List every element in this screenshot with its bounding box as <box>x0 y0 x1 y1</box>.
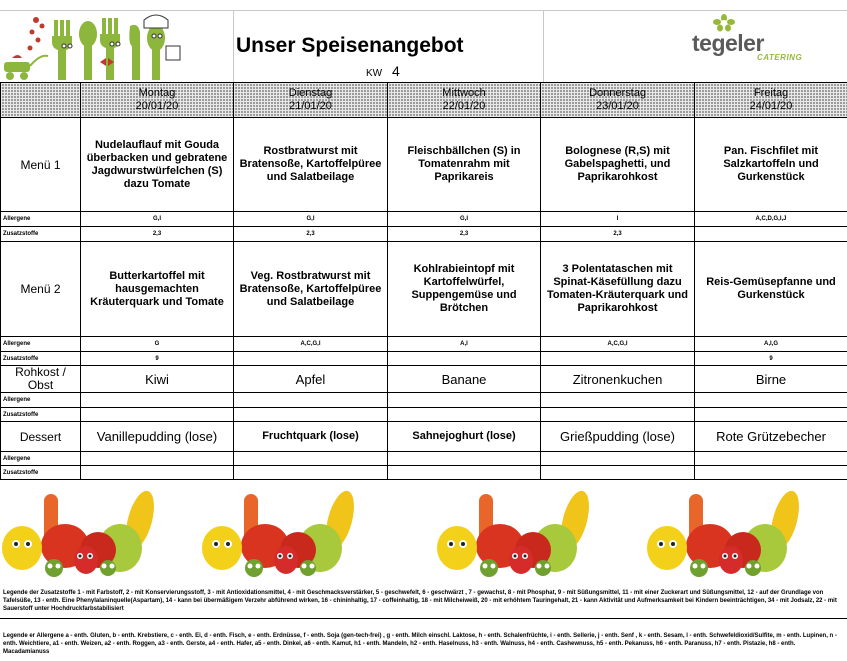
zusatzstoffe-value <box>695 227 847 242</box>
zusatzstoffe-value: 2,3 <box>541 227 695 242</box>
calendar-week-label: KW <box>366 68 383 79</box>
menu1-row <box>1 118 847 212</box>
day-name: Montag <box>138 87 176 99</box>
allergene-value: G,I <box>81 212 234 227</box>
menu1-dish: Pan. Fischfilet mit Salzkartoffeln und Gurkenstück <box>695 118 847 212</box>
allergene-value: G <box>81 337 234 352</box>
legend-zusatzstoffe: Legende der Zusatzstoffe 1 - mit Farbstoff, 2 - mit Konservierungsstoff, 3 - mit Antioxidationsmittel, 4 - mit Geschmacksverstärker, 5 - geschwefelt, 6 - geschwärzt , 7 - gewachst, 8 - mit Phosphat, 9 - mit Süßungsmittel, 11 - mit einer Zuckerart und Süßungsmittel, 12 - auf der Grundlage von Tafelsüße, 13 - enth. Eine Phenylalaninquelle(Aspartam), 14 - kann bei übermäßigem Verzehr abführend wirken, 16 - chininhaltig, 17 - coffeinhaltig, 18 - mit Milcheiweiß, 20 - mit erhöhtem Tauringehalt, 21 - kann Aktivität und Aufmerksamkeit bei Kindern beeinträchtigen, 34 - mit Jodsalz, 22 - mit Sauerstoff unter Hochdruckfarbstabilisiert <box>3 590 837 612</box>
row-label-menu1: Menü 1 <box>1 118 81 212</box>
zusatzstoffe-value: 9 <box>695 352 847 366</box>
zusatzstoffe-value <box>388 352 541 366</box>
rohkost-item: Apfel <box>234 366 388 393</box>
row-label-dessert: Dessert <box>1 422 81 452</box>
day-date: 21/01/20 <box>289 100 332 112</box>
day-name: Dienstag <box>288 87 333 99</box>
menu2-dish: Kohlrabieintopf mit Kartoffelwürfel, Suppengemüse und Brötchen <box>388 242 541 337</box>
day-date: 20/01/20 <box>135 100 179 112</box>
dessert-item: Fruchtquark (lose) <box>234 422 388 452</box>
legend-allergene: Legende er Allergene a - enth. Gluten, b - enth. Krebstiere, c - enth. Ei, d - enth. Fisch, e - enth. Erdnüsse, f - enth. Soja (gen-tech-frei) , g - enth. Milch einschl. Laktose, h - enth. Schalenfrüchte, i - enth. Sellerie, j - enth. Senf , k - enth. Sesam, l - enth. Schwefeldioxid/Sulfite, m - enth. Lupinen, n - enth. Weichtiere, a1 - enth. Weizen, a2 - enth. Roggen, a3 - enth. Gerste, a4 - enth. Hafer, a5 - enth. Dinkel, a6 - enth. Kamut, h1 - enth. Mandeln, h2 - enth. Haselnuss, h3 - enth. Walnuss, h4 - enth. Cashewnuss, h5 - enth. Pekanuss, h6 - enth. Paranuss, h7 - enth. Pistazie, h8 - enth. Macadamianuss <box>3 633 837 655</box>
row-label-zusatzstoffe: Zusatzstoffe <box>1 466 81 480</box>
rohkost-item: Banane <box>388 366 541 393</box>
dessert-allergene-row <box>1 452 847 466</box>
allergene-value: A,C,G,I <box>541 337 695 352</box>
row-label-allergene: Allergene <box>1 452 81 466</box>
allergene-value: I <box>541 212 695 227</box>
dessert-item: Vanillepudding (lose) <box>81 422 234 452</box>
header-divider <box>543 10 544 82</box>
menu2-row <box>1 242 847 337</box>
day-header-row <box>1 83 847 118</box>
allergene-value: G,I <box>234 212 388 227</box>
zusatzstoffe-value: 2,3 <box>81 227 234 242</box>
day-header <box>388 83 541 118</box>
day-name: Mittwoch <box>442 87 486 99</box>
row-label-rohkost: Rohkost / Obst <box>1 366 81 393</box>
zusatzstoffe-value <box>234 352 388 366</box>
legend-divider <box>0 618 847 619</box>
zusatzstoffe-value <box>541 352 695 366</box>
rohkost-item: Birne <box>695 366 847 393</box>
dessert-row <box>1 422 847 452</box>
menu1-allergene-row <box>1 212 847 227</box>
rohkost-row <box>1 366 847 393</box>
rohkost-item: Kiwi <box>81 366 234 393</box>
menu1-dish: Fleischbällchen (S) in Tomatenrahm mit Paprikareis <box>388 118 541 212</box>
menu2-zusatzstoffe-row <box>1 352 847 366</box>
calendar-week-number: 4 <box>392 63 400 79</box>
day-date: 23/01/20 <box>596 100 639 112</box>
row-label-menu2: Menü 2 <box>1 242 81 337</box>
row-label-allergene: Allergene <box>1 393 81 408</box>
day-date: 22/01/20 <box>442 100 486 112</box>
menu2-dish: Butterkartoffel mit hausgemachten Kräuterquark und Tomate <box>81 242 234 337</box>
zusatzstoffe-value: 2,3 <box>234 227 388 242</box>
cutlery-mascot-logo <box>2 12 192 82</box>
row-label-allergene: Allergene <box>1 212 81 227</box>
menu2-allergene-row <box>1 337 847 352</box>
dessert-item: Rote Grützebecher <box>695 422 847 452</box>
row-label-zusatzstoffe: Zusatzstoffe <box>1 408 81 422</box>
allergene-value: G,I <box>388 212 541 227</box>
zusatzstoffe-value: 2,3 <box>388 227 541 242</box>
menu1-dish: Nudelauflauf mit Gouda überbacken und gebratene Jagdwurstwürfelchen (S) dazu Tomate <box>81 118 234 212</box>
row-label-zusatzstoffe: Zusatzstoffe <box>1 352 81 366</box>
day-date: 24/01/20 <box>749 100 793 112</box>
day-header <box>81 83 234 118</box>
rohkost-item: Zitronenkuchen <box>541 366 695 393</box>
page-title: Unser Speisenangebot <box>236 34 464 57</box>
menu2-dish: 3 Polentataschen mit Spinat-Käsefüllung dazu Tomaten-Kräuterquark und Paprikarohkost <box>541 242 695 337</box>
header-divider <box>233 10 234 82</box>
fruit-illustration-strip <box>0 488 847 580</box>
dessert-item: Grießpudding (lose) <box>541 422 695 452</box>
menu1-dish: Rostbratwurst mit Bratensoße, Kartoffelpüree und Salatbeilage <box>234 118 388 212</box>
allergene-value: A,I,G <box>695 337 847 352</box>
row-label-allergene: Allergene <box>1 337 81 352</box>
row-label-zusatzstoffe: Zusatzstoffe <box>1 227 81 242</box>
brand-name: tegeler <box>692 30 764 56</box>
day-header <box>541 83 695 118</box>
menu2-dish: Veg. Rostbratwurst mit Bratensoße, Kartoffelpüree und Salatbeilage <box>234 242 388 337</box>
day-name: Freitag <box>753 87 789 99</box>
zusatzstoffe-value: 9 <box>81 352 234 366</box>
day-header <box>234 83 388 118</box>
menu1-dish: Bolognese (R,S) mit Gabelspaghetti, und Paprikarohkost <box>541 118 695 212</box>
corner-cell <box>1 83 81 118</box>
allergene-value: A,C,G,I <box>234 337 388 352</box>
header-top-rule <box>0 10 847 11</box>
menu1-zusatzstoffe-row <box>1 227 847 242</box>
day-name: Donnerstag <box>589 87 646 99</box>
allergene-value: A,C,D,G,I,J <box>695 212 847 227</box>
allergene-value: A,I <box>388 337 541 352</box>
brand-subtitle: CATERING <box>757 53 803 62</box>
day-header <box>695 83 847 118</box>
rohkost-zusatzstoffe-row <box>1 408 847 422</box>
dessert-zusatzstoffe-row <box>1 466 847 480</box>
menu-table <box>0 82 847 480</box>
menu2-dish: Reis-Gemüsepfanne und Gurkenstück <box>695 242 847 337</box>
rohkost-allergene-row <box>1 393 847 408</box>
dessert-item: Sahnejoghurt (lose) <box>388 422 541 452</box>
